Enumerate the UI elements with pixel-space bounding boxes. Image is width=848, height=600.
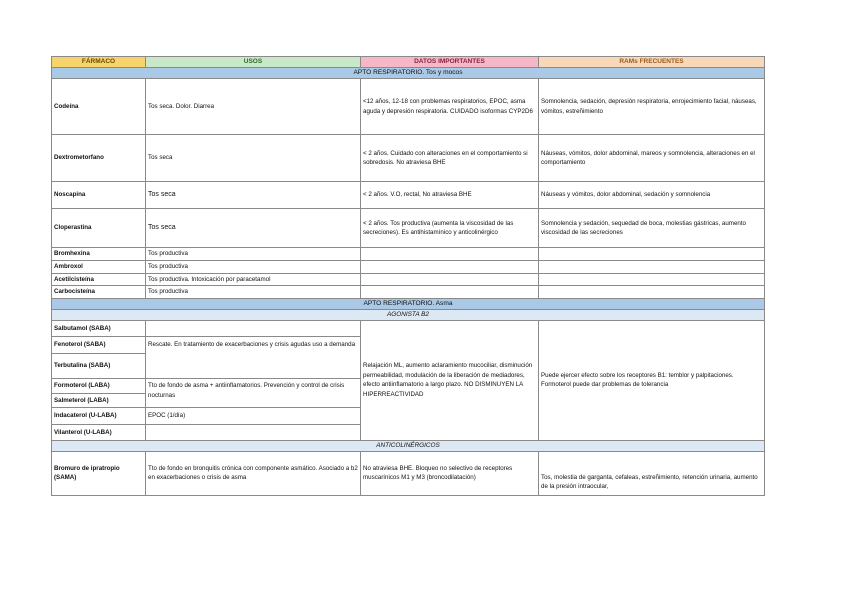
drug-datos: No atraviesa BHE. Bloqueo no selectivo de receptores muscarínicos M1 y M3 (broncodilatación)	[361, 451, 539, 495]
drug-rams: Somnolencia, sedación, depresión respiratoria, enrojecimiento facial, náuseas, vómitos, estreñimiento	[539, 79, 765, 135]
table-row	[52, 273, 765, 286]
drug-rams: Náuseas y vómitos, dolor abdominal, sedación y somnolencia	[539, 182, 765, 209]
table-row	[52, 79, 765, 135]
drug-rams	[539, 273, 765, 286]
drug-uso: Tos seca	[146, 209, 361, 248]
drug-name: Carbocisteína	[52, 286, 146, 299]
subsection-agonista: AGONISTA B2	[52, 309, 765, 320]
table-row	[52, 209, 765, 248]
drug-name: Terbutalina (SABA)	[52, 353, 146, 378]
table-row	[52, 286, 765, 299]
drug-name: Noscapina	[52, 182, 146, 209]
header-rams: RAMs FRECUENTES	[539, 57, 765, 68]
drug-name: Codeína	[52, 79, 146, 135]
drug-datos	[361, 248, 539, 261]
drug-rams	[539, 248, 765, 261]
drug-name: Salmeterol (LABA)	[52, 393, 146, 407]
drug-uso: Tto de fondo en bronquitis crónica con componente asmático. Asociado a b2 en exacerbaciones o crisis de asma	[146, 451, 361, 495]
drug-name: Salbutamol (SABA)	[52, 320, 146, 336]
table-row	[52, 451, 765, 495]
table-row	[52, 248, 765, 261]
drug-name: Indacaterol (U-LABA)	[52, 407, 146, 424]
drug-rams	[539, 286, 765, 299]
header-row	[52, 57, 765, 68]
drug-uso: Rescate. En tratamiento de exacerbaciones y crisis agudas uso a demanda	[146, 336, 361, 378]
drug-uso: Tos productiva	[146, 248, 361, 261]
table-row	[52, 320, 765, 336]
drug-name: Acetilcisteína	[52, 273, 146, 286]
drug-rams: Somnolencia y sedación, sequedad de boca, molestias gástricas, aumento viscosidad de las secreciones	[539, 209, 765, 248]
subsection-anticolinergicos: ANTICOLINÉRGICOS	[52, 440, 765, 451]
drug-datos: <12 años, 12-18 con problemas respiratorios, EPOC, asma aguda y depresión respiratoria. CUIDADO isoformas CYP2D6	[361, 79, 539, 135]
section-row	[52, 298, 765, 309]
header-datos: DATOS IMPORTANTES	[361, 57, 539, 68]
drug-uso-blank	[146, 320, 361, 336]
drug-rams: Puede ejercer efecto sobre los receptores B1: temblor y palpitaciones. Formoterol puede dar problemas de tolerancia	[539, 320, 765, 440]
drug-name: Dextrometorfano	[52, 135, 146, 182]
drug-name: Bromuro de ipratropio (SAMA)	[52, 451, 146, 495]
section-row	[52, 68, 765, 79]
drug-uso: Tos productiva. Intoxicación por paracetamol	[146, 273, 361, 286]
drug-rams	[539, 260, 765, 273]
drug-rams: Náuseas, vómitos, dolor abdominal, mareos y somnolencia, alteraciones en el comportamiento	[539, 135, 765, 182]
section-title-asma: APTO RESPIRATORIO. Asma	[52, 298, 765, 309]
drug-uso: Tos seca. Dolor. Diarrea	[146, 79, 361, 135]
section-title-tos: APTO RESPIRATORIO. Tos y mocos	[52, 68, 765, 79]
drug-table	[51, 56, 765, 496]
header-farmaco: FÁRMACO	[52, 57, 146, 68]
drug-datos: Relajación ML, aumento aclaramiento mucociliar, disminución permeabilidad, modulación de la liberación de mediadores, efecto antiinflamatorio a largo plazo. NO DISMINUYEN LA HIPERREACTIVIDAD	[361, 320, 539, 440]
drug-uso: EPOC (1/día)	[146, 407, 361, 424]
drug-datos: < 2 años. Tos productiva (aumenta la viscosidad de las secreciones). Es antihistamínico y anticolinérgico	[361, 209, 539, 248]
drug-uso-blank	[146, 424, 361, 440]
drug-datos: < 2 años. Cuidado con alteraciones en el comportamiento si sobredosis. No atraviesa BHE	[361, 135, 539, 182]
drug-name: Fenoterol (SABA)	[52, 336, 146, 353]
drug-name: Ambroxol	[52, 260, 146, 273]
drug-name: Cloperastina	[52, 209, 146, 248]
drug-name: Bromhexina	[52, 248, 146, 261]
table-row	[52, 135, 765, 182]
drug-rams: Tos, molestia de garganta, cefaleas, estreñimiento, retención urinaria, aumento de la presión intraocular,	[539, 451, 765, 495]
table-row	[52, 182, 765, 209]
subsection-row	[52, 309, 765, 320]
subsection-row	[52, 440, 765, 451]
drug-name: Vilanterol (U-LABA)	[52, 424, 146, 440]
drug-uso: Tos seca	[146, 182, 361, 209]
drug-uso: Tos productiva	[146, 260, 361, 273]
drug-datos	[361, 286, 539, 299]
table-row	[52, 260, 765, 273]
drug-uso: Tos productiva	[146, 286, 361, 299]
drug-uso: Tto de fondo de asma + antiinflamatorios. Prevención y control de crisis nocturnas	[146, 378, 361, 407]
drug-uso: Tos seca	[146, 135, 361, 182]
drug-datos	[361, 273, 539, 286]
drug-datos	[361, 260, 539, 273]
header-usos: USOS	[146, 57, 361, 68]
drug-name: Formoterol (LABA)	[52, 378, 146, 393]
drug-datos: < 2 años. V.O, rectal, No atraviesa BHE	[361, 182, 539, 209]
